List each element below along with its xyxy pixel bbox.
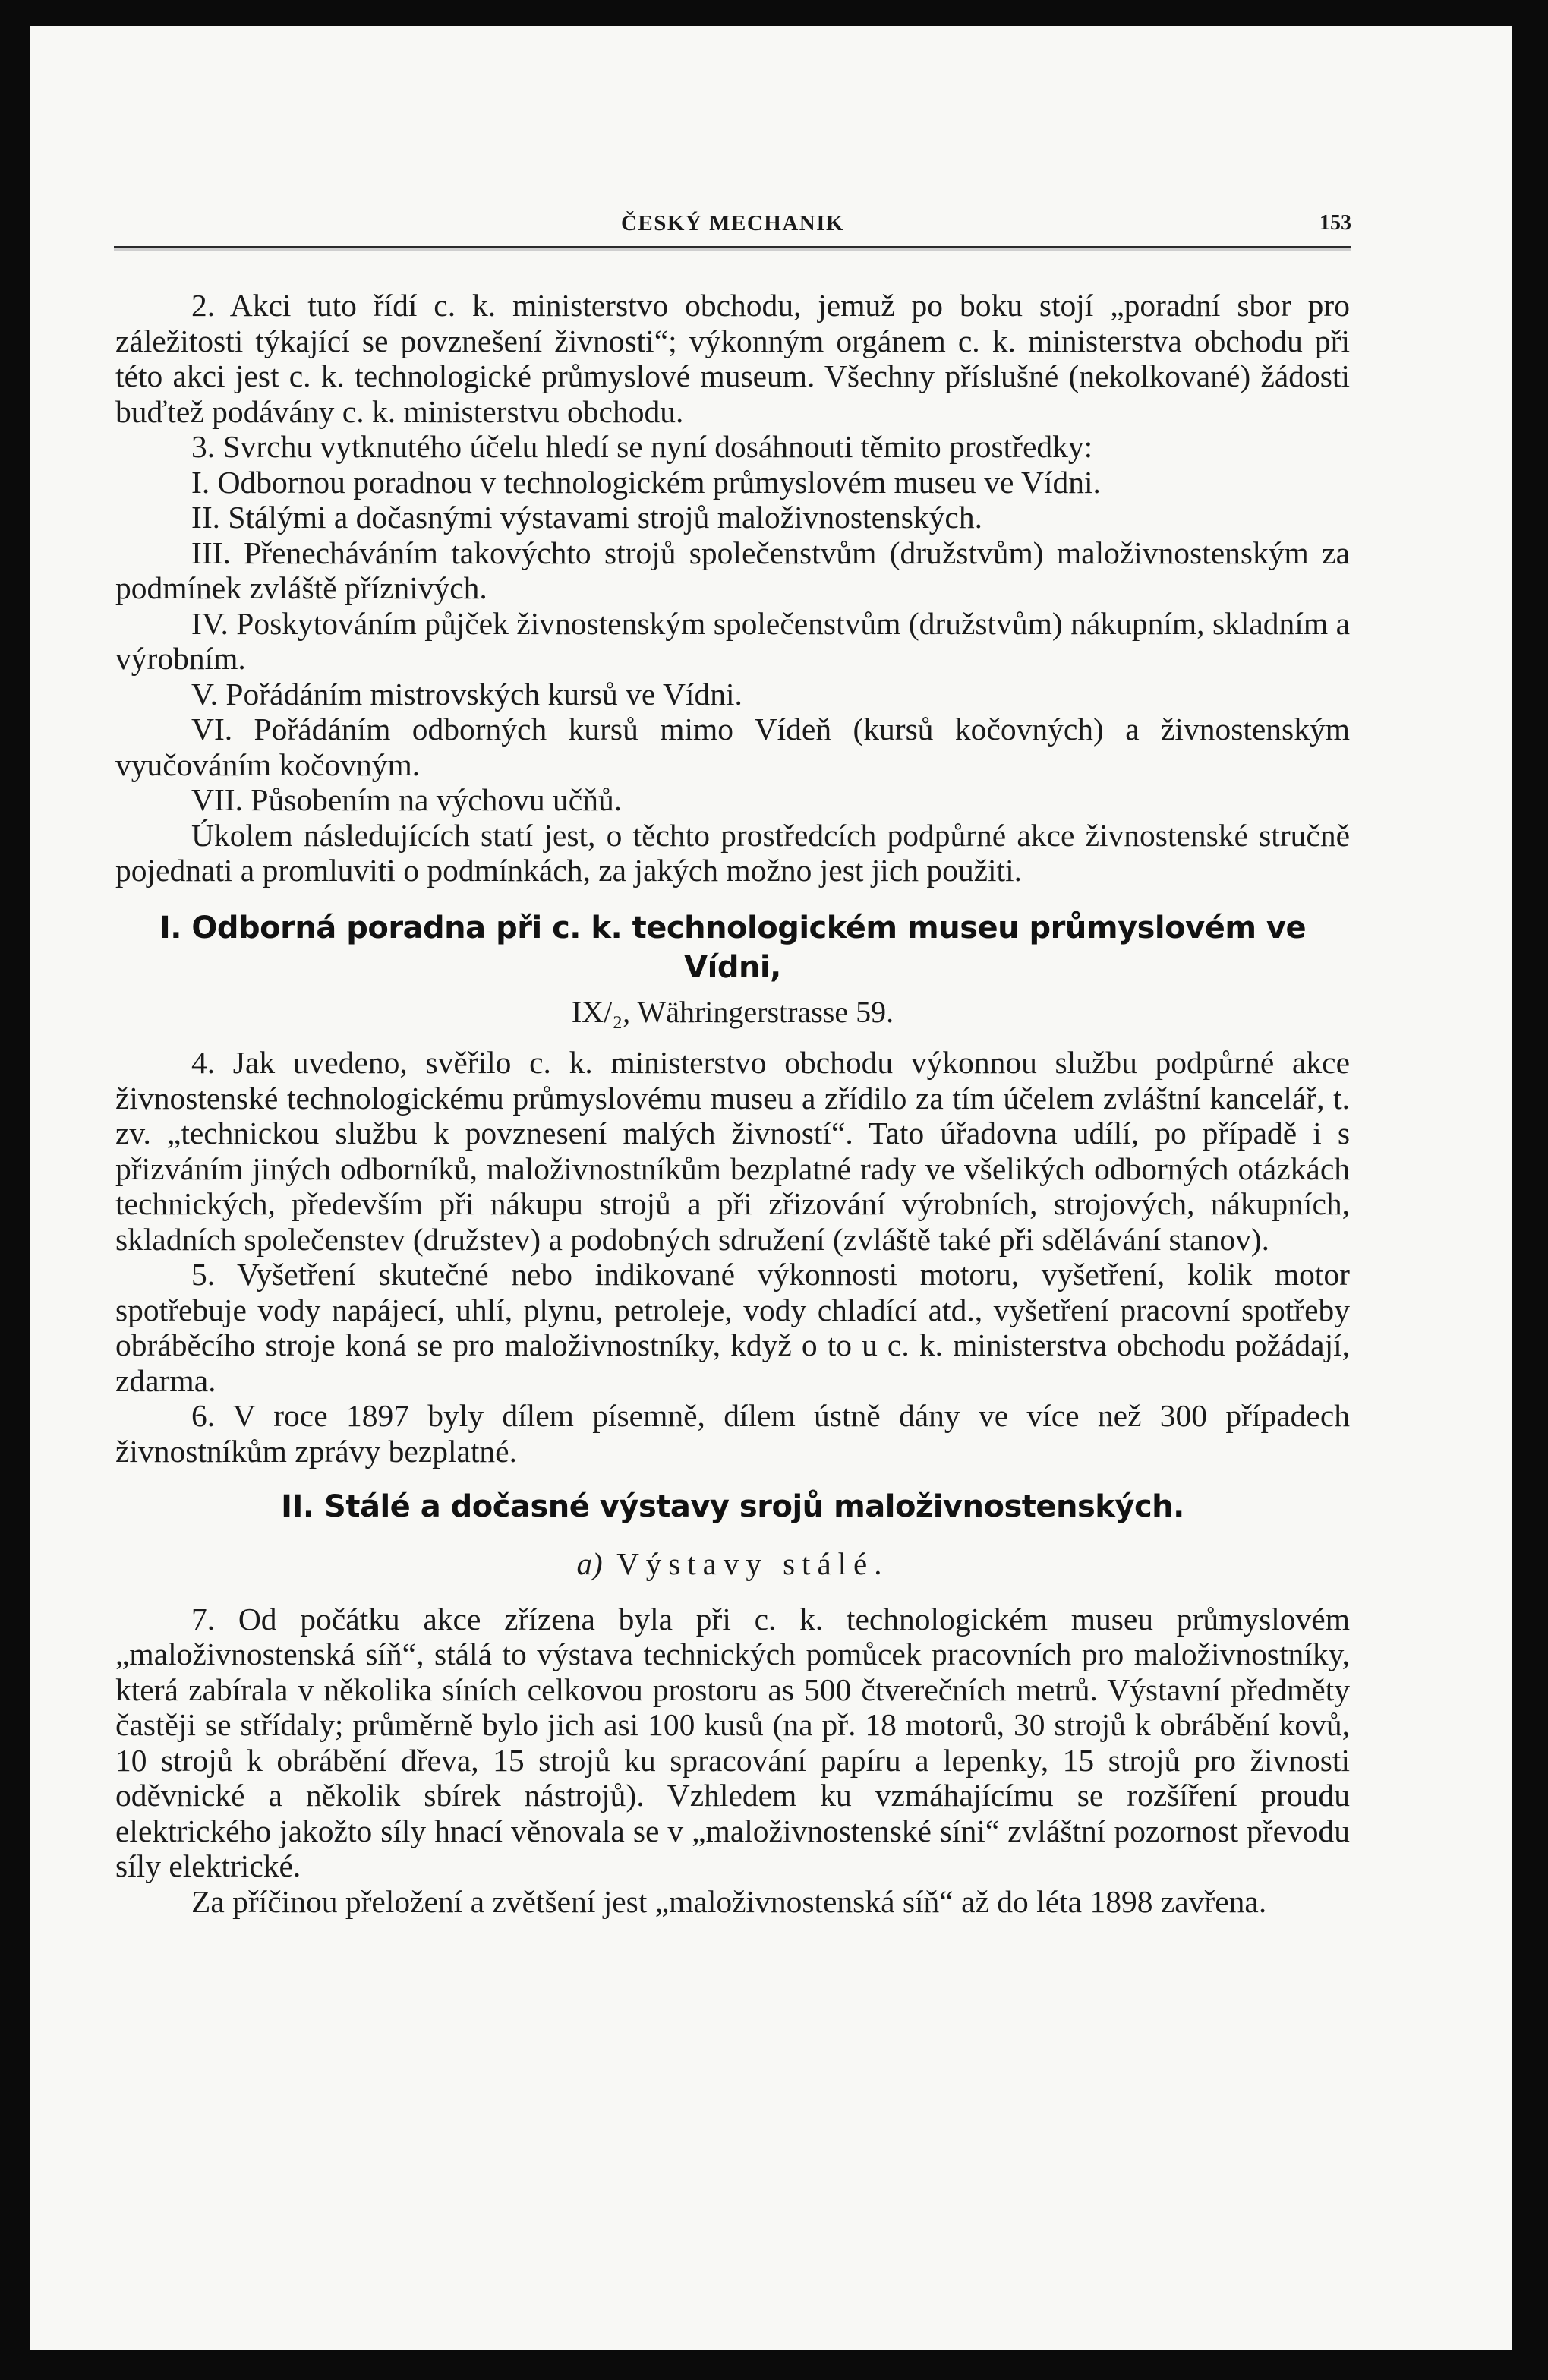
section-heading-1: I. Odborná poradna při c. k. technologickém museu průmyslovém ve Vídni, xyxy=(159,910,1307,985)
subsection-letter: a) xyxy=(576,1546,603,1581)
running-header xyxy=(114,205,1351,248)
list-item-3: III. Přenecháváním takovýchto strojů společenstvům (družstvům) maloživnostenským za podmínek zvláště příznivých. xyxy=(115,535,1350,605)
list-item-5: V. Pořádáním mistrovských kursů ve Vídni. xyxy=(191,676,742,712)
intro-paragraph: Úkolem následujících statí jest, o těchto prostředcích podpůrné akce živnostenské stručně pojednati a promluviti o podmínkách, za jakých možno jest jich použiti. xyxy=(115,817,1350,888)
list-item-6: VI. Pořádáním odborných kursů mimo Vídeň (kursů kočovných) a živnostenským vyučováním kočovným. xyxy=(115,712,1350,782)
paragraph-8: Za příčinou přeložení a zvětšení jest „maloživnostenská síň“ až do léta 1898 zavřena. xyxy=(191,1883,1267,1919)
paragraph-3: 3. Svrchu vytknutého účelu hledí se nyní dosáhnouti těmito prostředky: xyxy=(191,429,1093,464)
section-heading-2: II. Stálé a dočasné výstavy srojů maloživnostenských. xyxy=(281,1489,1184,1524)
journal-title: ČESKÝ MECHANIK xyxy=(620,211,845,235)
list-item-4: IV. Poskytováním půjček živnostenským společenstvům (družstvům) nákupním, skladním a výrobním. xyxy=(115,605,1350,676)
list-item-2: II. Stálými a dočasnými výstavami strojů maloživnostenských. xyxy=(191,500,982,535)
scanned-page xyxy=(30,26,1512,2350)
section-address: IX/₂, Währingerstrasse 59. xyxy=(571,994,894,1029)
article-body xyxy=(115,288,1350,1919)
subsection-title: Výstavy stálé. xyxy=(616,1546,889,1581)
page-number: 153 xyxy=(1319,211,1351,235)
list-item-7: VII. Působením na výchovu učňů. xyxy=(191,782,623,817)
paragraph-6: 6. V roce 1897 byly dílem písemně, dílem ústně dány ve více než 300 případech živnostníkům zprávy bezplatné. xyxy=(115,1398,1350,1469)
subsection-heading xyxy=(115,1546,1350,1582)
paragraph-2: 2. Akci tuto řídí c. k. ministerstvo obchodu, jemuž po boku stojí „poradní sbor pro záležitosti týkající se povznešení živnosti“; výkonným orgánem c. k. ministerstva obchodu při této akci jest c. k. technologické průmyslové museum. Všechny příslušné (nekolkované) žádosti buďtež podávány c. k. ministerstvu obchodu. xyxy=(115,288,1350,429)
paragraph-5: 5. Vyšetření skutečné nebo indikované výkonnosti motoru, vyšetření, kolik motor spotřebuje vody napájecí, uhlí, plynu, petroleje, vody chladící atd., vyšetření pracovní spotřeby obráběcího stroje koná se pro maloživnostníky, když o to u c. k. ministerstva obchodu požádají, zdarma. xyxy=(115,1257,1350,1398)
list-item-1: I. Odbornou poradnou v technologickém průmyslovém museu ve Vídni. xyxy=(191,464,1101,500)
paragraph-4: 4. Jak uvedeno, svěřilo c. k. ministerstvo obchodu výkonnou službu podpůrné akce živnostenské technologickému průmyslovému museu a zřídilo za tím účelem zvláštní kancelář, t. zv. „technickou službu k povznesení malých živností“. Tato úřadovna udílí, po případě i s přizváním jiných odborníků, maloživnostníkům bezplatné rady ve všelikých odborných otázkách technických, především při nákupu strojů a při zřizování výrobních, strojových, nákupních, skladních společenstev (družstev) a podobných sdružení (zvláště také při sdělávání stanov). xyxy=(115,1045,1350,1257)
paragraph-7: 7. Od počátku akce zřízena byla při c. k. technologickém museu průmyslovém „maloživnostenská síň“, stálá to výstava technických pomůcek pracovních pro maloživnostníky, která zabírala v několika síních celkovou prostoru as 500 čtverečních metrů. Výstavní předměty častěji se střídaly; průměrně bylo jich asi 100 kusů (na př. 18 motorů, 30 strojů k obrábění kovů, 10 strojů k obrábění dřeva, 15 strojů ku spracování papíru a lepenky, 15 strojů pro živnosti oděvnické a několik sbírek nástrojů). Vzhledem ku vzmáhajícímu se rozšíření proudu elektrického jakožto síly hnací věnovala se v „maloživnostenské síni“ zvláštní pozornost převodu síly elektrické. xyxy=(115,1601,1350,1883)
